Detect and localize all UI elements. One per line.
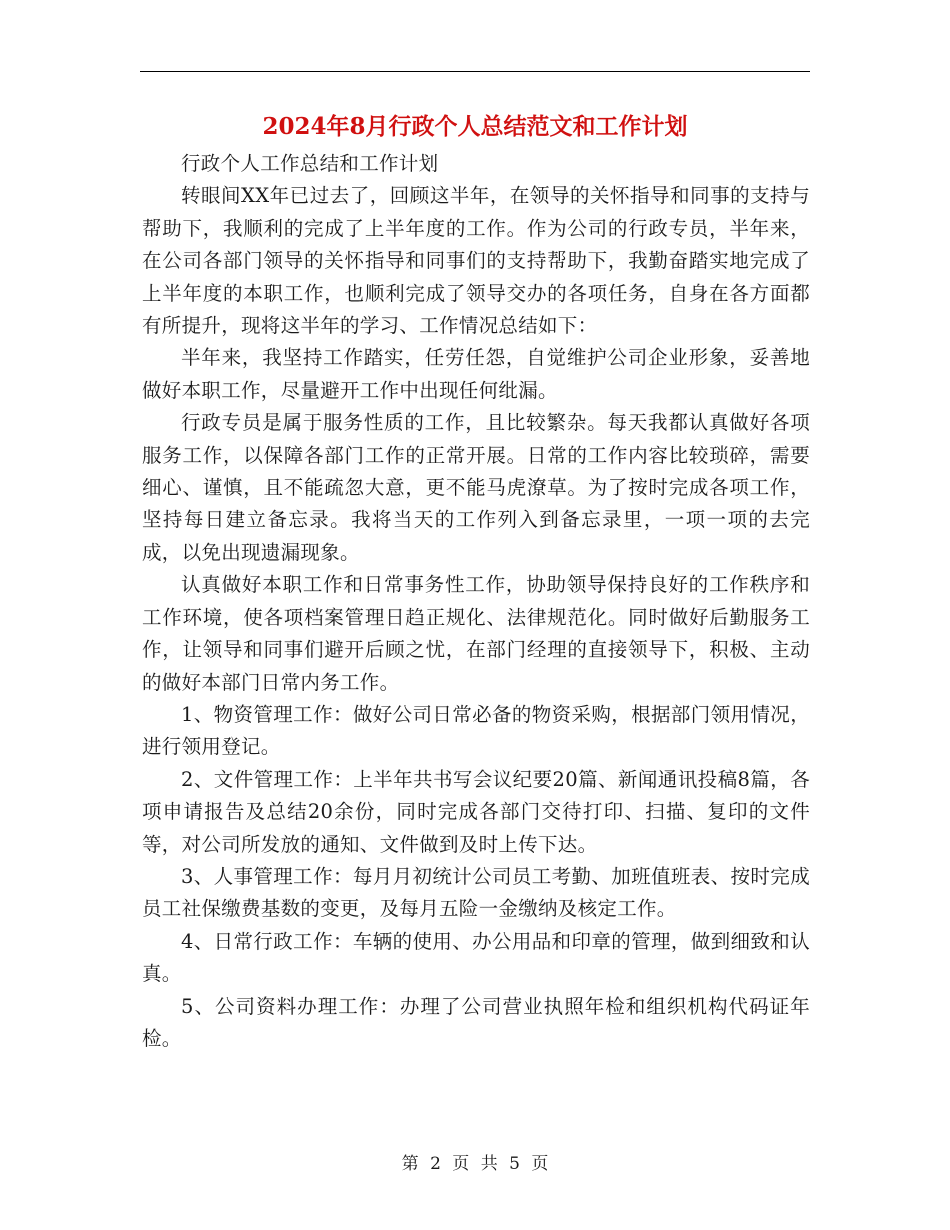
paragraph: 行政专员是属于服务性质的工作，且比较繁杂。每天我都认真做好各项服务工作，以保障各部门工作的正常开展。日常的工作内容比较琐碎，需要细心、谨慎，且不能疏忽大意，更不能马虎潦草。为了按时完成各项工作，坚持每日建立备忘录。我将当天的工作列入到备忘录里，一项一项的去完成，以免出现遗漏现象。	[142, 411, 810, 564]
document-body	[142, 148, 810, 1055]
list-item: 1、物资管理工作：做好公司日常必备的物资采购，根据部门领用情况，进行领用登记。	[142, 702, 810, 759]
list-item: 5、公司资料办理工作：办理了公司营业执照年检和组织机构代码证年检。	[142, 994, 810, 1050]
header-rule	[140, 71, 810, 72]
list-item: 4、日常行政工作：车辆的使用、办公用品和印章的管理，做到细致和认真。	[142, 929, 810, 986]
document-title: 2024年8月行政个人总结范文和工作计划	[262, 113, 688, 140]
paragraph: 认真做好本职工作和日常事务性工作，协助领导保持良好的工作秩序和工作环境，使各项档案管理日趋正规化、法律规范化。同时做好后勤服务工作，让领导和同事们避开后顾之忧，在部门经理的直接领导下，积极、主动的做好本部门日常内务工作。	[142, 573, 810, 694]
list-item: 2、文件管理工作：上半年共书写会议纪要20篇、新闻通讯投稿8篇，各项申请报告及总结20余份，同时完成各部门交待打印、扫描、复印的文件等，对公司所发放的通知、文件做到及时上传下达。	[142, 767, 810, 856]
paragraph-subtitle: 行政个人工作总结和工作计划	[181, 152, 439, 175]
page-number-footer: 第 2 页 共 5 页	[401, 1154, 549, 1174]
paragraph: 半年来，我坚持工作踏实，任劳任怨，自觉维护公司企业形象，妥善地做好本职工作，尽量避开工作中出现任何纰漏。	[142, 346, 810, 402]
paragraph-intro: 转眼间XX年已过去了，回顾这半年，在领导的关怀指导和同事的支持与帮助下，我顺利的完成了上半年度的工作。作为公司的行政专员，半年来，在公司各部门领导的关怀指导和同事们的支持帮助下，我勤奋踏实地完成了上半年度的本职工作，也顺利完成了领导交办的各项任务，自身在各方面都有所提升，现将这半年的学习、工作情况总结如下：	[142, 184, 810, 338]
list-item: 3、人事管理工作：每月月初统计公司员工考勤、加班值班表、按时完成员工社保缴费基数的变更，及每月五险一金缴纳及核定工作。	[142, 864, 810, 921]
